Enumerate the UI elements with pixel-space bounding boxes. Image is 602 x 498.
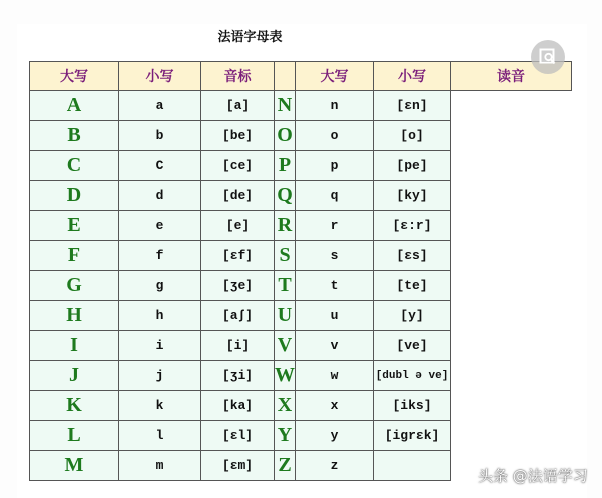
table-row	[30, 391, 572, 421]
lowercase-letter: y	[296, 421, 374, 451]
lowercase-letter: z	[296, 451, 374, 481]
uppercase-letter: U	[275, 301, 296, 331]
uppercase-letter: L	[30, 421, 119, 451]
header-lowercase-right: 小写	[374, 62, 451, 91]
uppercase-letter: N	[275, 91, 296, 121]
lowercase-letter: h	[119, 301, 201, 331]
uppercase-letter: C	[30, 151, 119, 181]
phonetic: [ɛm]	[201, 451, 275, 481]
pronunciation: [te]	[374, 271, 451, 301]
page-title: 法语字母表	[217, 30, 283, 45]
table-row	[30, 421, 572, 451]
lowercase-letter: p	[296, 151, 374, 181]
uppercase-letter: V	[275, 331, 296, 361]
lowercase-letter: C	[119, 151, 201, 181]
table-row	[30, 121, 572, 151]
table-row	[30, 91, 572, 121]
header-pronunciation-right: 读音	[451, 62, 572, 91]
column-separator	[275, 62, 296, 91]
uppercase-letter: D	[30, 181, 119, 211]
pronunciation: [ve]	[374, 331, 451, 361]
uppercase-letter: B	[30, 121, 119, 151]
lowercase-letter: i	[119, 331, 201, 361]
uppercase-letter: T	[275, 271, 296, 301]
lowercase-letter: k	[119, 391, 201, 421]
header-phonetic-left: 音标	[201, 62, 275, 91]
pronunciation: [ky]	[374, 181, 451, 211]
pronunciation: [ɛ:r]	[374, 211, 451, 241]
header-lowercase-left: 小写	[119, 62, 201, 91]
pronunciation: [o]	[374, 121, 451, 151]
lowercase-letter: g	[119, 271, 201, 301]
pronunciation: [ɛn]	[374, 91, 451, 121]
table-row	[30, 151, 572, 181]
lowercase-letter: v	[296, 331, 374, 361]
lowercase-letter: a	[119, 91, 201, 121]
image-search-icon	[539, 48, 557, 66]
table-row	[30, 241, 572, 271]
table-row	[30, 181, 572, 211]
pronunciation	[374, 451, 451, 481]
lowercase-letter: x	[296, 391, 374, 421]
table-row	[30, 211, 572, 241]
pronunciation: [y]	[374, 301, 451, 331]
watermark: 头条 @法语学习	[478, 467, 588, 485]
uppercase-letter: P	[275, 151, 296, 181]
uppercase-letter: W	[275, 361, 296, 391]
lowercase-letter: s	[296, 241, 374, 271]
phonetic: [ʒe]	[201, 271, 275, 301]
phonetic: [ka]	[201, 391, 275, 421]
uppercase-letter: J	[30, 361, 119, 391]
lowercase-letter: j	[119, 361, 201, 391]
pronunciation: [dubl ə ve]	[374, 361, 451, 391]
uppercase-letter: O	[275, 121, 296, 151]
french-alphabet-table	[29, 61, 572, 481]
lowercase-letter: o	[296, 121, 374, 151]
lowercase-letter: w	[296, 361, 374, 391]
phonetic: [aʃ]	[201, 301, 275, 331]
header-row	[30, 62, 572, 91]
header-uppercase-left: 大写	[30, 62, 119, 91]
image-search-button[interactable]	[531, 40, 565, 74]
lowercase-letter: r	[296, 211, 374, 241]
lowercase-letter: f	[119, 241, 201, 271]
lowercase-letter: e	[119, 211, 201, 241]
uppercase-letter: F	[30, 241, 119, 271]
uppercase-letter: M	[30, 451, 119, 481]
phonetic: [ce]	[201, 151, 275, 181]
table-row	[30, 361, 572, 391]
uppercase-letter: Y	[275, 421, 296, 451]
uppercase-letter: E	[30, 211, 119, 241]
pronunciation: [ɛs]	[374, 241, 451, 271]
uppercase-letter: K	[30, 391, 119, 421]
phonetic: [de]	[201, 181, 275, 211]
uppercase-letter: H	[30, 301, 119, 331]
lowercase-letter: l	[119, 421, 201, 451]
uppercase-letter: G	[30, 271, 119, 301]
lowercase-letter: m	[119, 451, 201, 481]
lowercase-letter: u	[296, 301, 374, 331]
lowercase-letter: n	[296, 91, 374, 121]
uppercase-letter: R	[275, 211, 296, 241]
pronunciation: [igrɛk]	[374, 421, 451, 451]
uppercase-letter: Q	[275, 181, 296, 211]
phonetic: [ɛl]	[201, 421, 275, 451]
lowercase-letter: t	[296, 271, 374, 301]
uppercase-letter: S	[275, 241, 296, 271]
phonetic: [be]	[201, 121, 275, 151]
header-uppercase-right: 大写	[296, 62, 374, 91]
pronunciation: [iks]	[374, 391, 451, 421]
lowercase-letter: q	[296, 181, 374, 211]
phonetic: [e]	[201, 211, 275, 241]
uppercase-letter: A	[30, 91, 119, 121]
table-row	[30, 331, 572, 361]
lowercase-letter: d	[119, 181, 201, 211]
uppercase-letter: Z	[275, 451, 296, 481]
uppercase-letter: X	[275, 391, 296, 421]
table-row	[30, 301, 572, 331]
phonetic: [ɛf]	[201, 241, 275, 271]
phonetic: [a]	[201, 91, 275, 121]
phonetic: [ʒi]	[201, 361, 275, 391]
phonetic: [i]	[201, 331, 275, 361]
pronunciation: [pe]	[374, 151, 451, 181]
table-row	[30, 271, 572, 301]
uppercase-letter: I	[30, 331, 119, 361]
lowercase-letter: b	[119, 121, 201, 151]
